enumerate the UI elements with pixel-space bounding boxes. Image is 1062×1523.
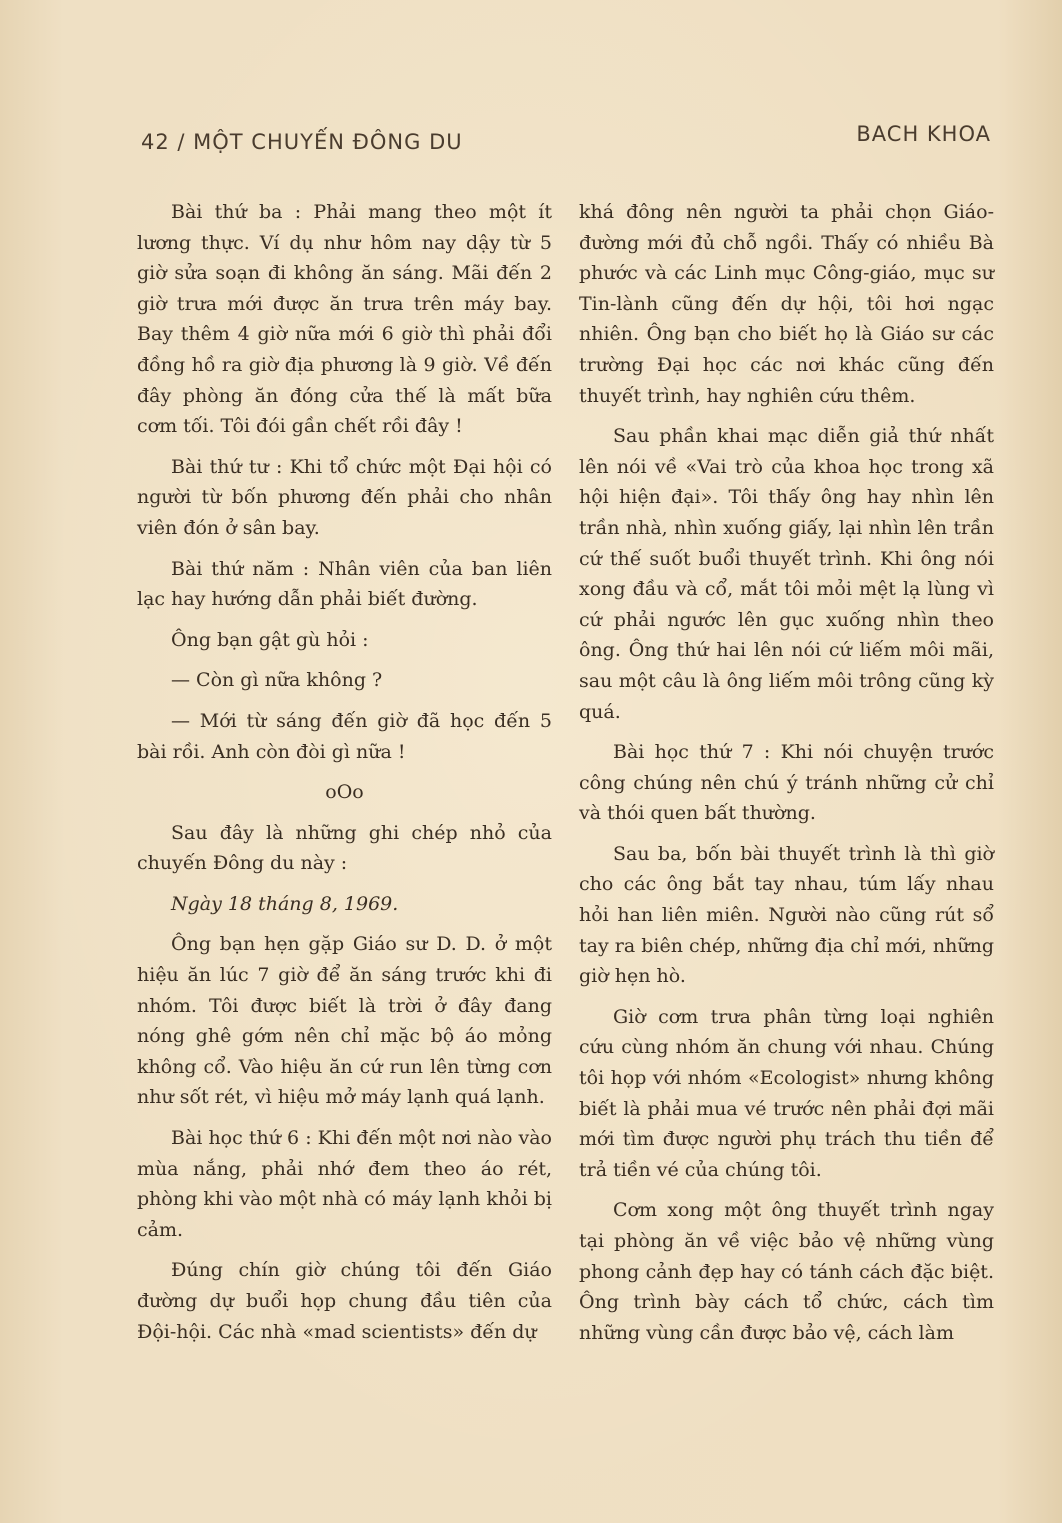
paragraph-lesson-3: Bài thứ ba : Phải mang theo một ít lương thực. Ví dụ như hôm nay dậy từ 5 giờ sửa soạn đi không ăn sáng. Mãi đến 2 giờ trưa mới được ăn trưa trên máy bay. Bay thêm 4 giờ nữa mới 6 giờ thì phải đổi đồng hồ ra giờ địa phương là 9 giờ. Về đến đây phòng ăn đóng cửa thế là mất bữa cơm tối. Tôi đói gần chết rồi đây !: [137, 201, 552, 438]
section-separator: oOo: [325, 781, 364, 804]
running-header: [141, 120, 991, 160]
paragraph-notes-intro: Sau đây là những ghi chép nhỏ của chuyến Đông du này :: [137, 821, 552, 875]
diary-date: Ngày 18 tháng 8, 1969.: [171, 892, 399, 915]
paragraph-lesson-6: Bài học thứ 6 : Khi đến một nơi nào vào mùa nắng, phải nhớ đem theo áo rét, phòng khi vào một nhà có máy lạnh khỏi bị cảm.: [137, 1127, 552, 1241]
left-text-column: [137, 197, 552, 1357]
paragraph-first-speaker: Sau phần khai mạc diễn giả thứ nhất lên nói về «Vai trò của khoa học trong xã hội hiện đại». Tôi thấy ông hay nhìn lên trần nhà, nhìn xuống giấy, lại nhìn lên trần cứ thế suốt buổi thuyết trình. Khi ông nói xong đầu và cổ, mắt tôi mỏi mệt lạ lùng vì cứ phải ngước lên gục xuống nhìn theo ông. Ông thứ hai lên nói cứ liếm môi mãi, sau một câu là ông liếm môi trông cũng kỳ quá.: [579, 425, 994, 723]
paragraph-friend-asks: Ông bạn gật gù hỏi :: [171, 628, 369, 651]
paragraph-breakfast-meeting: Ông bạn hẹn gặp Giáo sư D. D. ở một hiệu ăn lúc 7 giờ để ăn sáng trước khi đi nhóm. Tôi được biết là trời ở đây đang nóng ghê gớm nên chỉ mặc bộ áo mỏng không cổ. Vào hiệu ăn cứ run lên từng cơn như sốt rét, vì hiệu mở máy lạnh quá lạnh.: [137, 933, 552, 1109]
paragraph-lunch: Giờ cơm trưa phân từng loại nghiên cứu cùng nhóm ăn chung với nhau. Chúng tôi họp với nhóm «Ecologist» nhưng không biết là phải mua vé trước nên phải đợi mãi mới tìm được người phụ trách thu tiền để trả tiền vé của chúng tôi.: [579, 1005, 994, 1181]
paragraph-lesson-5: Bài thứ năm : Nhân viên của ban liên lạc hay hướng dẫn phải biết đường.: [137, 557, 552, 611]
paragraph-lesson-4: Bài thứ tư : Khi tổ chức một Đại hội có người từ bốn phương đến phải cho nhân viên đón ở sân bay.: [137, 455, 552, 539]
magazine-title: BACH KHOA: [856, 122, 991, 146]
paragraph-dialogue-answer: — Mới từ sáng đến giờ đã học đến 5 bài rồi. Anh còn đòi gì nữa !: [137, 709, 552, 763]
paragraph-church-venue: khá đông nên người ta phải chọn Giáo-đường mới đủ chỗ ngồi. Thấy có nhiều Bà phước và các Linh mục Công-giáo, mục sư Tin-lành cũng đến dự hội, tôi hơi ngạc nhiên. Ông bạn cho biết họ là Giáo sư các trường Đại học các nơi khác cũng đến thuyết trình, hay nghiên cứu thêm.: [579, 201, 994, 407]
paragraph-networking: Sau ba, bốn bài thuyết trình là thì giờ cho các ông bắt tay nhau, túm lấy nhau hỏi han liên miên. Người nào cũng rút sổ tay ra biên chép, những địa chỉ mới, những giờ hẹn hò.: [579, 842, 994, 988]
paragraph-after-lunch-talk: Cơm xong một ông thuyết trình ngay tại phòng ăn về việc bảo vệ những vùng phong cảnh đẹp hay có tánh cách đặc biệt. Ông trình bày cách tổ chức, cách tìm những vùng cần được bảo vệ, cách làm: [579, 1199, 994, 1344]
paragraph-lesson-7: Bài học thứ 7 : Khi nói chuyện trước công chúng nên chú ý tránh những cử chỉ và thói quen bất thường.: [579, 741, 994, 825]
paragraph-first-meeting: Đúng chín giờ chúng tôi đến Giáo đường dự buổi họp chung đầu tiên của Đội-hội. Các nhà «mad scientists» đến dự: [137, 1259, 552, 1343]
page-number-and-section-title: 42 / MỘT CHUYẾN ĐÔNG DU: [141, 130, 463, 154]
paragraph-dialogue-question: — Còn gì nữa không ?: [171, 669, 383, 692]
right-text-column: [579, 197, 994, 1358]
